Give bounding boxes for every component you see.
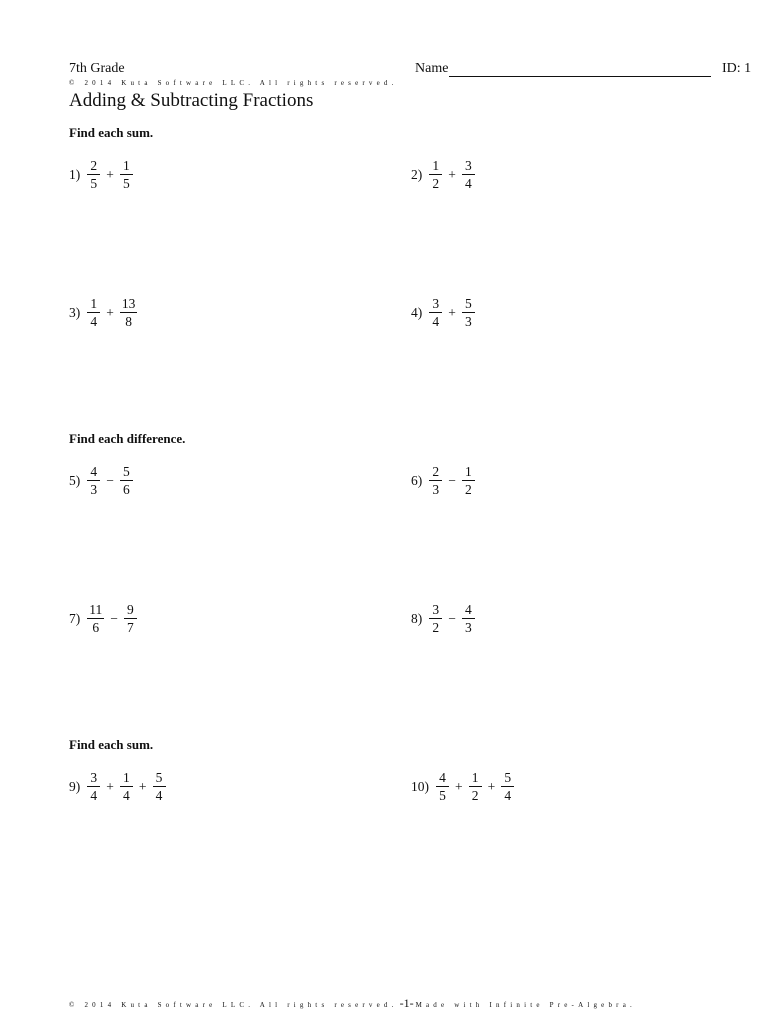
numerator: 5 <box>153 770 166 787</box>
fraction <box>122 602 139 635</box>
problem-10 <box>411 770 516 803</box>
fraction <box>460 296 477 329</box>
copyright-notice: © 2014 Kuta Software LLC. All rights reserved. <box>69 79 398 87</box>
operator: − <box>448 472 456 488</box>
numerator: 1 <box>462 464 475 481</box>
operator: + <box>448 304 456 320</box>
problem-3 <box>69 296 139 329</box>
page-number: -1- <box>399 996 414 1010</box>
section-heading-difference: Find each difference. <box>69 431 186 446</box>
denominator: 2 <box>432 620 440 635</box>
fraction <box>118 770 135 803</box>
numerator: 9 <box>124 602 137 619</box>
denominator: 2 <box>465 482 472 497</box>
name-field[interactable] <box>415 61 711 77</box>
operator: + <box>455 778 463 794</box>
denominator: 3 <box>465 620 472 635</box>
problem-number: 5) <box>69 472 81 488</box>
operator: − <box>106 472 114 488</box>
fraction <box>85 464 102 497</box>
denominator: 6 <box>123 482 130 497</box>
numerator: 13 <box>121 296 136 311</box>
fraction <box>118 464 135 497</box>
fraction <box>151 770 168 803</box>
operator: + <box>138 778 147 794</box>
numerator: 2 <box>429 464 442 481</box>
footer-copyright: © 2014 Kuta Software LLC. All rights reserved. <box>69 1001 398 1009</box>
numerator: 2 <box>87 158 100 175</box>
fraction <box>434 770 451 803</box>
operator: + <box>106 166 114 182</box>
fraction <box>467 770 484 803</box>
fraction <box>118 158 135 191</box>
numerator: 3 <box>462 158 475 175</box>
denominator: 4 <box>504 788 512 803</box>
denominator: 8 <box>125 314 132 329</box>
problem-number: 9) <box>69 778 81 794</box>
operator: + <box>487 778 496 794</box>
fraction <box>85 296 102 329</box>
worksheet-title: Adding & Subtracting Fractions <box>69 90 314 111</box>
fraction <box>460 464 477 497</box>
numerator: 4 <box>87 464 100 481</box>
operator: − <box>448 610 456 626</box>
fraction <box>85 158 102 191</box>
numerator: 11 <box>89 602 103 617</box>
numerator: 5 <box>462 296 475 313</box>
denominator: 4 <box>90 314 98 329</box>
problem-4 <box>411 296 477 329</box>
grade-label: 7th Grade <box>69 61 125 76</box>
denominator: 4 <box>123 788 130 803</box>
section-heading-sum: Find each sum. <box>69 125 154 140</box>
problem-9 <box>69 770 168 803</box>
worksheet-id: ID: 1 <box>722 61 752 76</box>
numerator: 1 <box>429 158 442 175</box>
operator: + <box>106 778 114 794</box>
footer-made-with: Made with Infinite Pre-Algebra. <box>415 1001 636 1009</box>
section-heading-sum-2: Find each sum. <box>69 737 154 752</box>
problem-8 <box>411 602 477 635</box>
operator: − <box>110 610 118 626</box>
denominator: 2 <box>432 176 440 191</box>
numerator: 4 <box>436 770 449 787</box>
problem-6 <box>411 464 477 497</box>
numerator: 5 <box>501 770 514 787</box>
numerator: 1 <box>87 296 100 313</box>
denominator: 4 <box>155 788 163 803</box>
name-label: Name <box>415 61 449 76</box>
problem-5 <box>69 464 135 497</box>
denominator: 5 <box>90 176 98 191</box>
denominator: 3 <box>432 482 440 497</box>
numerator: 1 <box>469 770 482 787</box>
denominator: 4 <box>90 788 98 803</box>
fraction <box>427 296 444 329</box>
problem-number: 2) <box>411 166 423 182</box>
numerator: 4 <box>462 602 475 619</box>
fraction <box>427 464 444 497</box>
fraction <box>118 296 140 329</box>
fraction <box>460 158 477 191</box>
fraction <box>85 770 102 803</box>
numerator: 3 <box>87 770 100 787</box>
denominator: 2 <box>471 788 479 803</box>
problem-1 <box>69 158 135 191</box>
numerator: 5 <box>120 464 133 481</box>
problem-number: 7) <box>69 610 81 626</box>
denominator: 5 <box>439 788 446 803</box>
denominator: 7 <box>127 620 134 635</box>
denominator: 6 <box>92 620 100 635</box>
denominator: 4 <box>432 314 440 329</box>
fraction <box>427 602 444 635</box>
footer <box>69 996 636 1011</box>
denominator: 3 <box>90 482 98 497</box>
problem-number: 3) <box>69 304 81 320</box>
fraction <box>85 602 106 635</box>
fraction <box>427 158 444 191</box>
problem-number: 10) <box>411 778 429 794</box>
denominator: 4 <box>465 176 472 191</box>
name-line[interactable] <box>449 61 711 77</box>
numerator: 1 <box>120 158 133 175</box>
numerator: 3 <box>429 296 442 313</box>
operator: + <box>448 166 456 182</box>
denominator: 3 <box>465 314 472 329</box>
problem-number: 8) <box>411 610 423 626</box>
problem-7 <box>69 602 139 635</box>
denominator: 5 <box>123 176 130 191</box>
problem-2 <box>411 158 477 191</box>
operator: + <box>106 304 114 320</box>
problem-number: 4) <box>411 304 423 320</box>
fraction <box>460 602 477 635</box>
problem-number: 1) <box>69 166 81 182</box>
fraction <box>499 770 516 803</box>
numerator: 3 <box>429 602 442 619</box>
numerator: 1 <box>120 770 133 787</box>
problem-number: 6) <box>411 472 423 488</box>
